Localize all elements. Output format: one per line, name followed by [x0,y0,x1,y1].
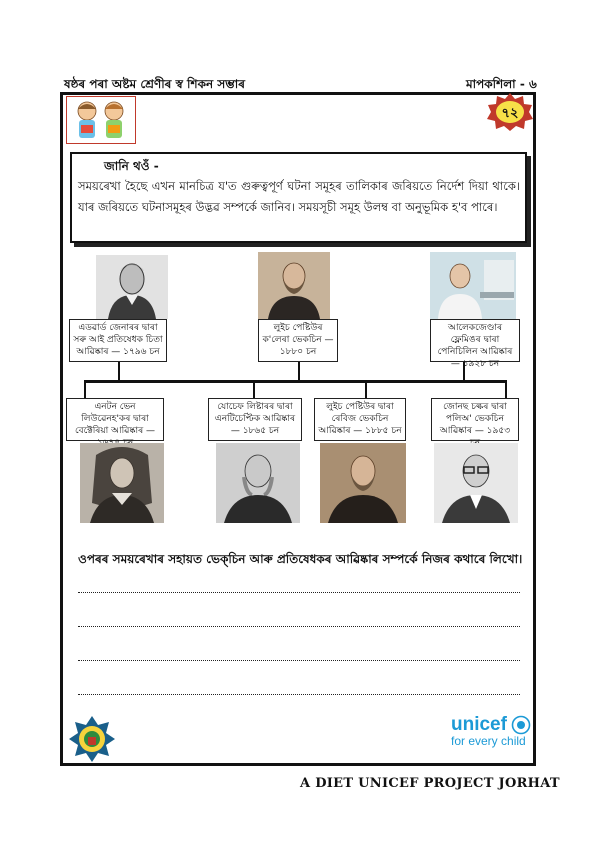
timeline-event-leeuwenhoek: এনটন ভেন লিউৱেনহ'কৰ দ্বাৰা বেক্টেৰিয়া আৱিষ্কাৰ — [66,398,164,441]
info-text: সময়ৰেখা হৈছে এখন মানচিত্ৰ য'ত গুৰুত্বপূৰ্ণ ঘটনা সমূহৰ তালিকাৰ জৰিয়তে নিৰ্দেশ দিয়া থাকে। যাৰ জৰিয়তে ঘটনাসমূহৰ উদ্ভৱ সম্পৰ্কে জানিব। সময়সূচী সমূহ উলম্ব বা অনুভূমিক হ'ব পাৰে। [78,179,520,214]
timeline-event-lister: যোচেফ লিষ্টাৰৰ দ্বাৰা এনটিচেপ্টিক আৱিষ্কাৰ — ১৮৬৫ চন [208,398,302,441]
project-footer: A DIET UNICEF PROJECT JORHAT [300,776,560,791]
portrait-edward-jenner [96,255,168,319]
timeline-connector [84,380,86,400]
timeline-event-salk: জোনছ চল্কৰ দ্বাৰা পলিঅ' ভেকচিন আৱিষ্কাৰ — ১৯৫৩ [431,398,519,441]
timeline-event-fleming: আলেকজেণ্ডাৰ ফ্লেমিঙৰ দ্বাৰা পেনিচিলিন আৱিষ্কাৰ — ১৯২৮ চন [430,319,520,362]
answer-line[interactable] [78,592,520,593]
portrait-jonas-salk [434,443,518,523]
answer-line[interactable] [78,694,520,695]
timeline-connector [118,360,120,380]
portrait-joseph-lister [216,443,300,523]
answer-line[interactable] [78,626,520,627]
unicef-tagline: for every child [451,734,526,748]
portrait-louis-pasteur [258,252,330,319]
diet-emblem-logo [68,715,116,763]
writing-prompt: ওপৰৰ সময়ৰেখাৰ সহায়ত ভেক্‌চিন আৰু প্ৰতিষেধকৰ আৱিষ্কাৰ সম্পৰ্কে নিজৰ কথাৰে লিখো। [78,552,523,566]
unicef-wordmark: unicef [451,714,507,735]
portrait-louis-pasteur-2 [320,443,406,523]
page-number: ৭২ [501,106,519,121]
timeline-connector [505,380,507,400]
timeline-event-pasteur-cholera: লুইচ পেষ্টিউৰ ক'লেৰা ভেকচিন — ১৮৮০ চন [258,319,338,362]
info-title: জানি থওঁ - [104,159,159,173]
timeline-axis [84,380,506,383]
unicef-globe-icon [511,715,531,735]
worksheet-number: মাপকশিলা - ৬ [466,77,537,91]
answer-line[interactable] [78,660,520,661]
children-reading-illustration [66,96,136,144]
portrait-antonie-van-leeuwenhoek [80,443,164,523]
timeline-connector [298,360,300,380]
timeline-event-pasteur-rabies: লুইচ পেষ্টিউৰ দ্বাৰা ৰেবিজ ভেকচিন আৱিষ্কাৰ — ১৮৮৫ চন [314,398,406,441]
timeline-connector [365,380,367,400]
timeline-event-jenner: এডৱাৰ্ড জেনাৰৰ দ্বাৰা সৰু আই প্ৰতিষেধক চিতা আৱিষ্কাৰ — ১৭৯৬ চন [69,319,167,362]
portrait-alexander-fleming [430,252,516,319]
timeline-connector [253,380,255,400]
worksheet-series-title: ষষ্ঠৰ পৰা অষ্টম শ্ৰেণীৰ স্ব শিকন সম্ভাৰ [64,77,245,91]
